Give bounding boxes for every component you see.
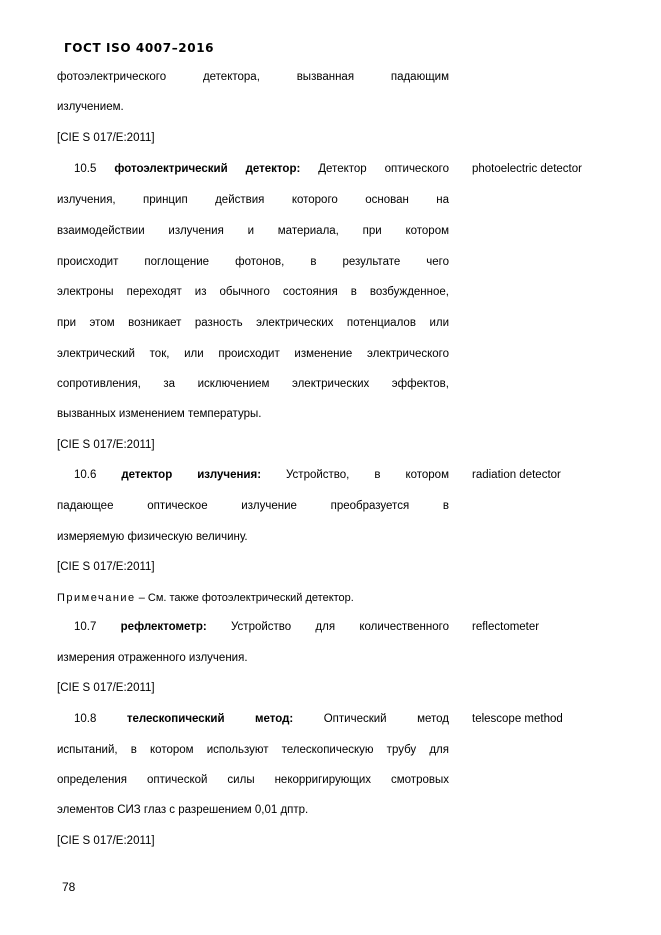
term-number: 10.5 bbox=[74, 163, 97, 175]
term-definition-start: Устройство, в котором bbox=[286, 469, 449, 481]
text-line: излучения, принцип действия которого основан на bbox=[57, 194, 449, 206]
text-line: измерения отраженного излучения. bbox=[57, 652, 248, 664]
term-definition-start: Устройство для количественного bbox=[231, 621, 449, 633]
term-10-7 bbox=[74, 620, 449, 634]
text-line: падающее оптическое излучение преобразуется в bbox=[57, 500, 449, 512]
text-line: вызванных изменением температуры. bbox=[57, 408, 262, 420]
text-line: определения оптической силы некорригирующих смотровых bbox=[57, 774, 449, 786]
reference: [CIE S 017/E:2011] bbox=[57, 835, 155, 847]
term-english: reflectometer bbox=[472, 621, 540, 633]
text-line: элементов СИЗ глаз с разрешением 0,01 дптр. bbox=[57, 804, 309, 816]
term-number: 10.8 bbox=[74, 713, 97, 725]
term-number: 10.7 bbox=[74, 621, 97, 633]
note-label: Примечание bbox=[57, 592, 136, 604]
text-line: при этом возникает разность электрических потенциалов или bbox=[57, 317, 449, 329]
note-text: – См. также фотоэлектрический детектор. bbox=[135, 592, 354, 604]
reference: [CIE S 017/E:2011] bbox=[57, 561, 155, 573]
term-number: 10.6 bbox=[74, 469, 97, 481]
text-line: сопротивления, за исключением электрических эффектов, bbox=[57, 378, 449, 390]
note bbox=[57, 591, 449, 605]
term-definition-start: Детектор оптического bbox=[318, 163, 449, 175]
text-line: измеряемую физическую величину. bbox=[57, 531, 248, 543]
text-line: излучением. bbox=[57, 101, 124, 113]
text-line: электроны переходят из обычного состояния в возбужденное, bbox=[57, 286, 449, 298]
text-line: испытаний, в котором используют телескопическую трубу для bbox=[57, 744, 449, 756]
document-header: ГОСТ ISO 4007–2016 bbox=[64, 41, 215, 55]
text-line: фотоэлектрического детектора, вызванная падающим bbox=[57, 71, 449, 83]
page-number: 78 bbox=[62, 880, 76, 894]
term-english: photoelectric detector bbox=[472, 163, 582, 175]
term-10-8 bbox=[74, 712, 449, 726]
term-name: телескопический метод: bbox=[126, 713, 294, 725]
term-10-6 bbox=[74, 468, 449, 482]
term-10-5 bbox=[74, 162, 449, 176]
reference: [CIE S 017/E:2011] bbox=[57, 132, 155, 144]
reference: [CIE S 017/E:2011] bbox=[57, 439, 155, 451]
term-english: telescope method bbox=[472, 713, 563, 725]
term-definition-start: Оптический метод bbox=[323, 713, 449, 725]
term-name: детектор излучения: bbox=[121, 469, 262, 481]
term-english: radiation detector bbox=[472, 469, 561, 481]
text-line: электрический ток, или происходит изменение электрического bbox=[57, 348, 449, 360]
text-line: происходит поглощение фотонов, в результате чего bbox=[57, 256, 449, 268]
text-line: взаимодействии излучения и материала, при котором bbox=[57, 225, 449, 237]
term-name: рефлектометр: bbox=[120, 621, 207, 633]
reference: [CIE S 017/E:2011] bbox=[57, 682, 155, 694]
term-name: фотоэлектрический детектор: bbox=[114, 163, 301, 175]
